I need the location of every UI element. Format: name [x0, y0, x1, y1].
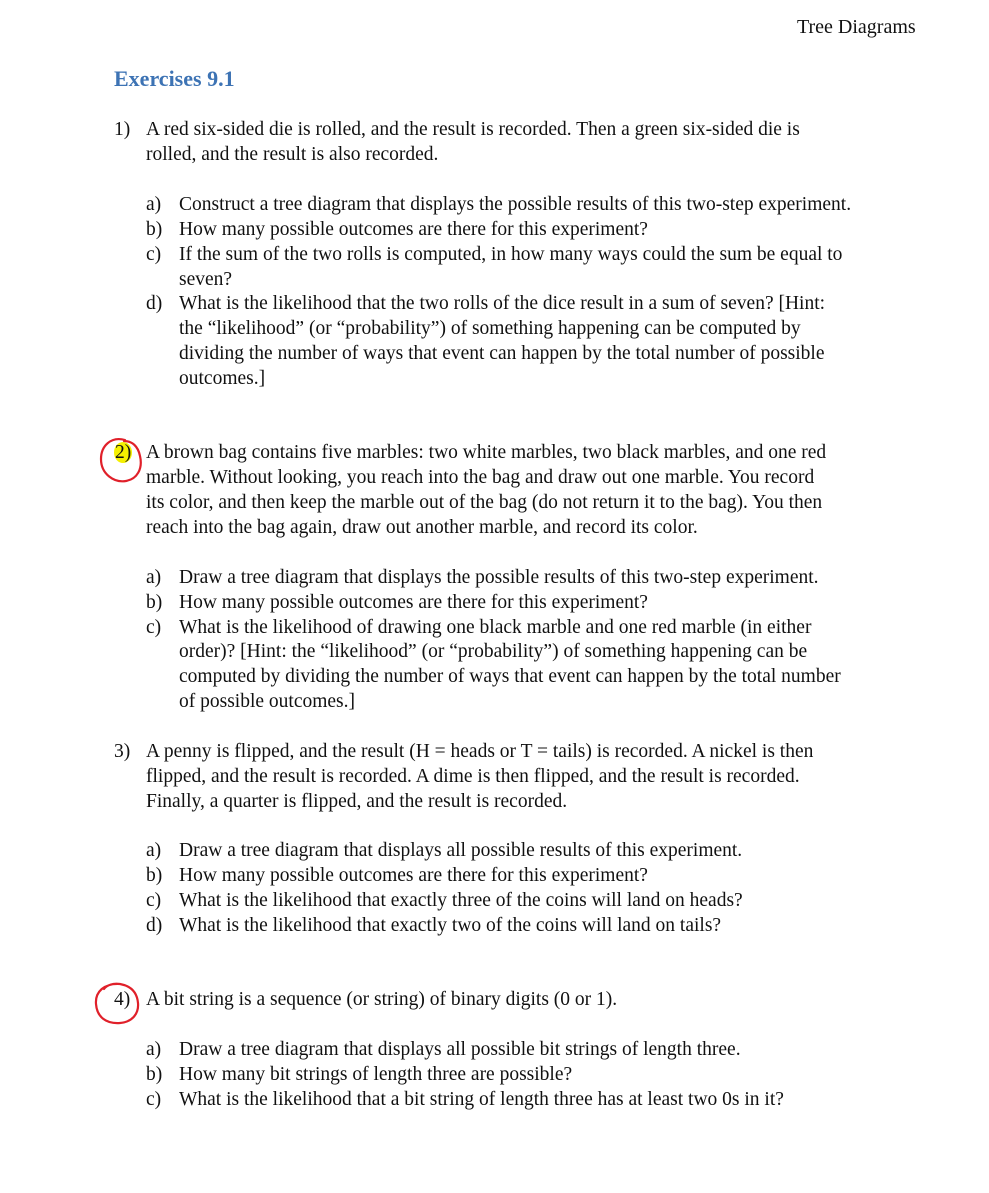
part-text-line: the “likelihood” (or “probability”) of something happening can be computed by — [179, 318, 801, 339]
part-label: c) — [146, 617, 162, 638]
part-text-line: dividing the number of ways that event can happen by the total number of possible — [179, 343, 825, 364]
part-text-line: What is the likelihood of drawing one black marble and one red marble (in either — [179, 617, 812, 638]
exercise-text-line: A penny is flipped, and the result (H = heads or T = tails) is recorded. A nickel is then — [146, 741, 814, 762]
part-text-line: Draw a tree diagram that displays all possible bit strings of length three. — [179, 1039, 741, 1060]
part-text-line: Draw a tree diagram that displays all possible results of this experiment. — [179, 840, 743, 861]
part-label: a) — [146, 1039, 162, 1060]
running-header: Tree Diagrams — [797, 16, 916, 38]
part-text-line: What is the likelihood that exactly two of the coins will land on tails? — [179, 915, 722, 936]
exercise-number: 4) — [114, 989, 131, 1010]
red-circle-mark — [96, 984, 138, 1023]
part-text-line: What is the likelihood that exactly three of the coins will land on heads? — [179, 890, 743, 911]
exercise-text-line: Finally, a quarter is flipped, and the result is recorded. — [146, 791, 568, 812]
exercise-text-line: reach into the bag again, draw out another marble, and record its color. — [146, 517, 698, 538]
part-text-line: computed by dividing the number of ways that event can happen by the total number — [179, 666, 841, 687]
part-text-line: How many bit strings of length three are possible? — [179, 1064, 573, 1085]
exercise-text-line: A bit string is a sequence (or string) of binary digits (0 or 1). — [146, 989, 618, 1010]
part-label: c) — [146, 244, 162, 265]
part-text-line: How many possible outcomes are there for this experiment? — [179, 865, 648, 886]
part-label: b) — [146, 219, 163, 240]
part-text-line: If the sum of the two rolls is computed, in how many ways could the sum be equal to — [179, 244, 843, 265]
part-label: a) — [146, 567, 162, 588]
part-text-line: of possible outcomes.] — [179, 691, 356, 712]
section-title: Exercises 9.1 — [114, 66, 235, 91]
part-label: a) — [146, 840, 162, 861]
part-text-line: Construct a tree diagram that displays the possible results of this two-step experiment. — [179, 194, 852, 215]
part-label: d) — [146, 293, 163, 314]
part-label: b) — [146, 865, 163, 886]
exercise-number: 1) — [114, 119, 131, 140]
exercise-text-line: marble. Without looking, you reach into the bag and draw out one marble. You record — [146, 467, 815, 488]
part-text-line: seven? — [179, 269, 233, 290]
part-text-line: What is the likelihood that a bit string of length three has at least two 0s in it? — [179, 1089, 784, 1110]
part-label: c) — [146, 890, 162, 911]
exercise-text-line: rolled, and the result is also recorded. — [146, 144, 439, 165]
part-text-line: How many possible outcomes are there for this experiment? — [179, 592, 648, 613]
part-label: c) — [146, 1089, 162, 1110]
red-circle-mark — [101, 439, 141, 481]
exercise-text-line: its color, and then keep the marble out of the bag (do not return it to the bag). You then — [146, 492, 823, 513]
highlighted-number: 2) — [115, 442, 132, 463]
part-text-line: How many possible outcomes are there for this experiment? — [179, 219, 648, 240]
part-text-line: What is the likelihood that the two rolls of the dice result in a sum of seven? [Hint: — [179, 293, 826, 314]
part-text-line: order)? [Hint: the “likelihood” (or “probability”) of something happening can be — [179, 641, 808, 662]
exercise-number: 3) — [114, 741, 131, 762]
part-label: a) — [146, 194, 162, 215]
part-text-line: outcomes.] — [179, 368, 266, 389]
part-label: b) — [146, 592, 163, 613]
part-label: d) — [146, 915, 163, 936]
exercise-text-line: flipped, and the result is recorded. A dime is then flipped, and the result is recorded. — [146, 766, 800, 787]
part-label: b) — [146, 1064, 163, 1085]
exercise-text-line: A brown bag contains five marbles: two white marbles, two black marbles, and one red — [146, 442, 827, 463]
exercise-text-line: A red six-sided die is rolled, and the result is recorded. Then a green six-sided die is — [146, 119, 800, 140]
part-text-line: Draw a tree diagram that displays the possible results of this two-step experiment. — [179, 567, 819, 588]
